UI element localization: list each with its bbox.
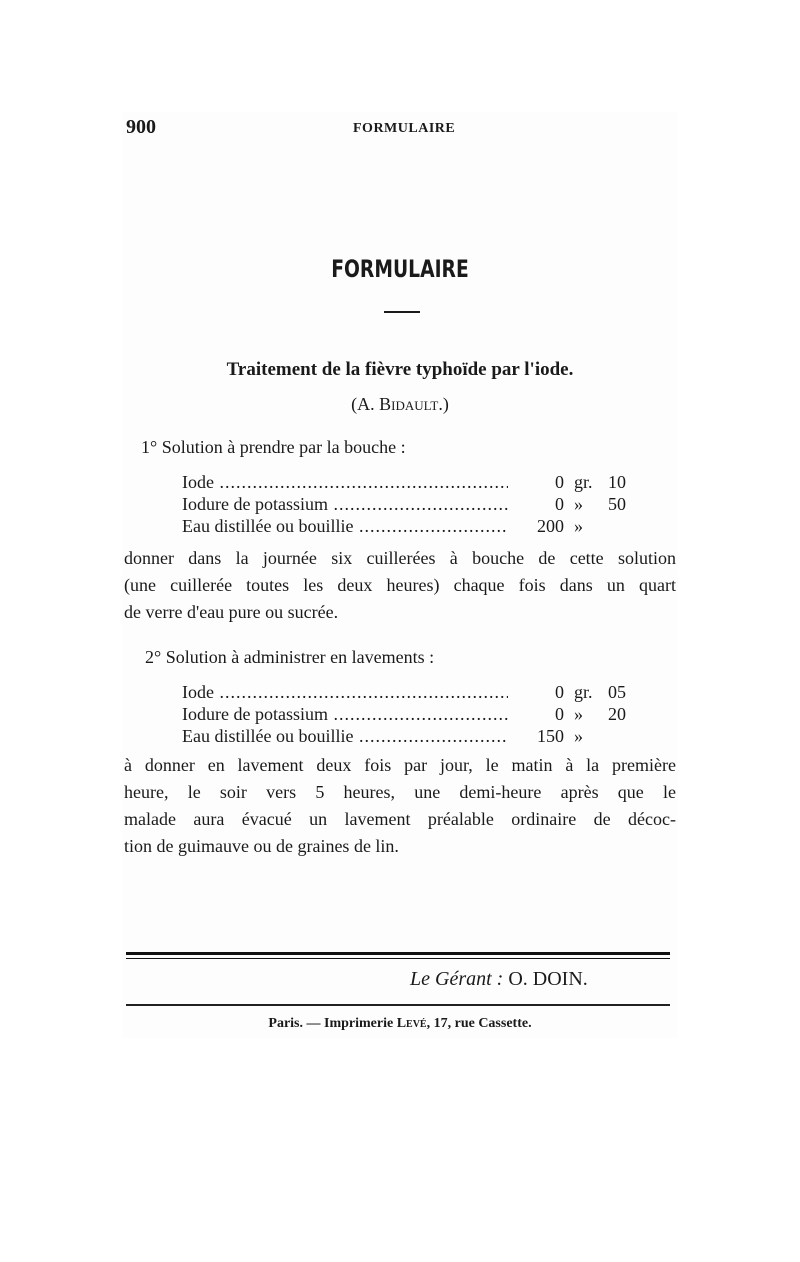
formula-row (182, 515, 642, 537)
ingredient-qty: 0 (555, 494, 564, 514)
author-close: .) (438, 394, 449, 414)
footer-rule-thin (126, 958, 670, 959)
paragraph-line: tion de guimauve ou de graines de lin. (124, 836, 399, 856)
formula-row (182, 493, 642, 515)
ingredient-unit: » (574, 726, 583, 746)
ingredient-name: Eau distillée ou bouillie ..... (182, 725, 508, 747)
section2-paragraph (124, 752, 676, 860)
paragraph-line: (une cuillerée toutes les deux heures) chaque fois dans un quart (124, 575, 676, 595)
formula-row (182, 725, 642, 747)
ingredient-decimal: 20 (608, 704, 626, 724)
ingredient-qty: 0 (555, 682, 564, 702)
ingredient-qty: 150 (537, 726, 564, 746)
ingredient-unit: gr. (574, 682, 593, 702)
ingredient-name: Iodure de potassium ..... (182, 493, 508, 515)
author-name: Bidault (379, 394, 439, 414)
imprint-name: Levé (396, 1016, 427, 1031)
footer-rule-bottom (126, 1004, 670, 1006)
section2-formula (182, 681, 642, 747)
footer-rule-thick (126, 952, 670, 955)
ingredient-unit: » (574, 494, 583, 514)
article-author (0, 394, 800, 415)
imprint-suffix: , 17, rue Cassette. (426, 1016, 532, 1031)
section-title: FORMULAIRE (331, 255, 469, 283)
ingredient-name: Iodure de potassium ..... (182, 703, 508, 725)
article-title: Traitement de la fièvre typhoïde par l'iode. (226, 359, 574, 380)
section1-paragraph (124, 545, 676, 626)
ingredient-name: Eau distillée ou bouillie ..... (182, 515, 508, 537)
paragraph-line: heure, le soir vers 5 heures, une demi-heure après que le (124, 782, 676, 802)
paragraph-line: à donner en lavement deux fois par jour, le matin à la première (124, 755, 676, 775)
printer-imprint (0, 1016, 800, 1032)
ingredient-unit: » (574, 704, 583, 724)
ingredient-unit: » (574, 516, 583, 536)
ingredient-decimal: 10 (608, 472, 626, 492)
ingredient-name: Iode ..... (182, 471, 508, 493)
paragraph-line: de verre d'eau pure ou sucrée. (124, 602, 339, 622)
ingredient-qty: 200 (537, 516, 564, 536)
ingredient-qty: 0 (555, 704, 564, 724)
ingredient-unit: gr. (574, 472, 593, 492)
formula-row (182, 703, 642, 725)
ingredient-qty: 0 (555, 472, 564, 492)
running-title: FORMULAIRE (353, 121, 456, 136)
gerant-name: O. DOIN. (508, 968, 588, 990)
ingredient-decimal: 50 (608, 494, 626, 514)
paragraph-line: malade aura évacué un lavement préalable ordinaire de décoc- (124, 809, 676, 829)
section1-heading: 1° Solution à prendre par la bouche : (141, 437, 406, 457)
gerant-label: Le Gérant : (410, 968, 504, 990)
ingredient-decimal: 05 (608, 682, 626, 702)
ingredient-name: Iode ..... (182, 681, 508, 703)
formula-row (182, 681, 642, 703)
gerant-signature (410, 968, 588, 991)
title-divider (384, 311, 420, 313)
imprint-prefix: Paris. — Imprimerie (268, 1016, 397, 1031)
section2-heading: 2° Solution à administrer en lavements : (145, 647, 435, 667)
paragraph-line: donner dans la journée six cuillerées à bouche de cette solution (124, 548, 676, 568)
page-number: 900 (126, 116, 156, 138)
author-open: (A. (351, 394, 380, 414)
section1-formula (182, 471, 642, 537)
formula-row (182, 471, 642, 493)
